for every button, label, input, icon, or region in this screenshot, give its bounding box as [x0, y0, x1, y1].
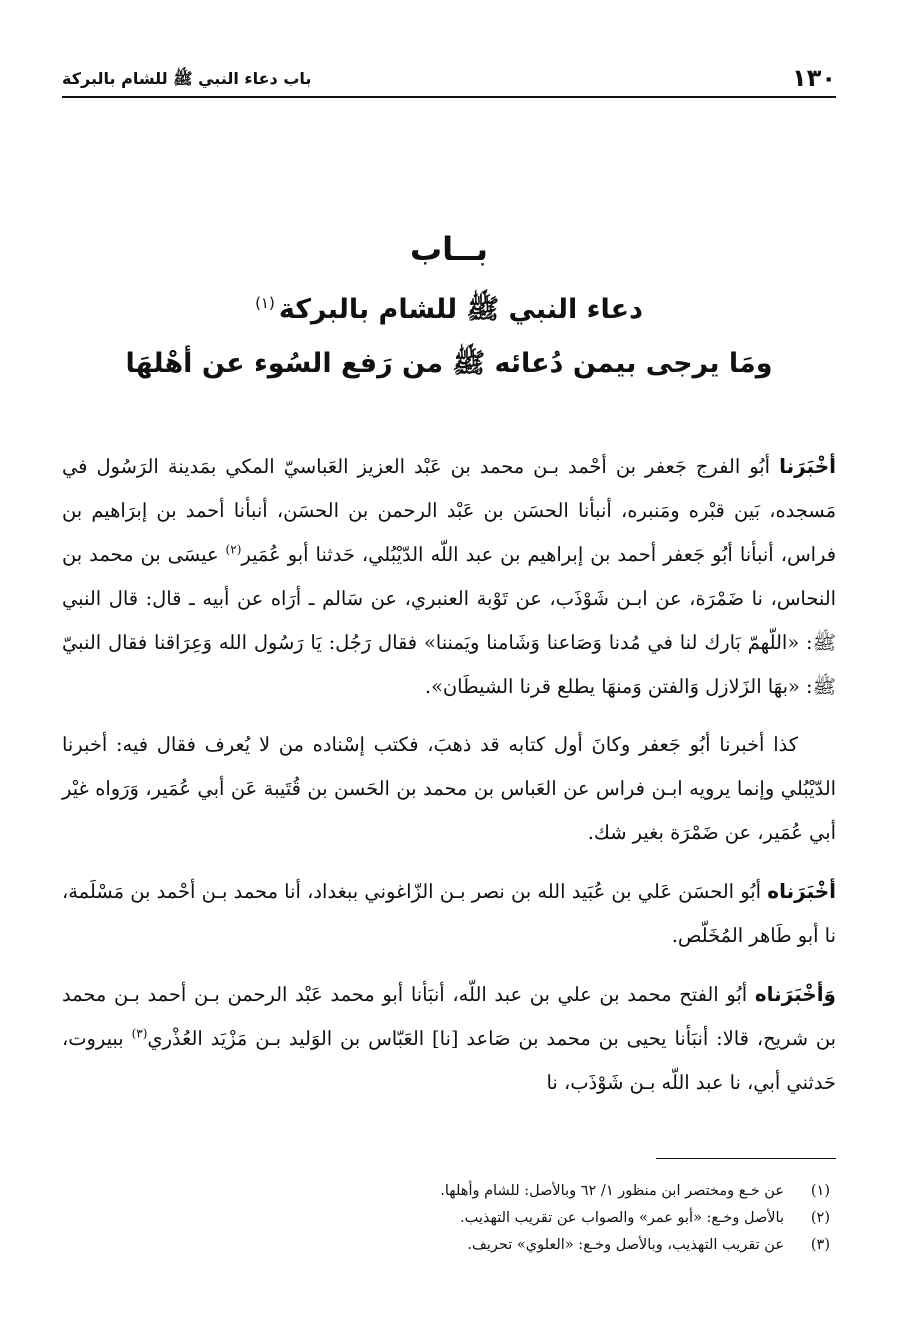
- chapter-label: بــاب: [409, 230, 489, 268]
- paragraph-4-lead: وَأخْبَرَناه: [754, 982, 836, 1006]
- footnote-number: (١): [810, 1183, 830, 1199]
- footnote-text: عن خـع ومختصر ابن منظور ١/ ٦٢ وبالأصل: للشام وأهلها.: [440, 1183, 784, 1199]
- paragraph-1-lead: أخْبَرَنا: [779, 454, 836, 478]
- page-number: ١٣٠: [792, 64, 836, 92]
- chapter-title-line-1-text: دعاء النبي ﷺ للشام بالبركة: [278, 294, 643, 325]
- running-header: [62, 62, 836, 98]
- footnote-number: (٣): [810, 1237, 830, 1253]
- footnote-ref-1: (١): [255, 294, 275, 312]
- footnote-ref-2: (٢): [225, 542, 242, 557]
- paragraph-1-text-a: أبُو الفرج جَعفر بن أحْمد بـن محمد بن عَبْد العزيز العَباسيّ المكي بمَدينة الرَسُول في مَسجده، بَين قبْره ومَنبره، أنبأنا الحسَن بن عَبْد الرحمن بن الحسَن، أنبأنا أحمد بن إبرَاهيم بن فراس، أنبأنا أبُو جَعفر أحمد بن إبراهيم بن عبد اللّه الدّيْبُلي، حَدثنا أبو عُمَير: [62, 455, 836, 566]
- footnote-text: بالأصل وخـع: «أبو عمر» والصواب عن تقريب التهذيب.: [460, 1210, 784, 1226]
- paragraph-4: [62, 972, 836, 1105]
- paragraph-2: [62, 723, 836, 855]
- chapter-heading: [62, 222, 836, 391]
- chapter-title-line-1: [62, 276, 836, 337]
- paragraph-3: [62, 869, 836, 958]
- body-text: [62, 444, 836, 1119]
- paragraph-4-text-b: ببيروت، حَدثني أبي، نا عبد اللّه بـن شَوْذَب، نا: [62, 1027, 836, 1094]
- running-title: باب دعاء النبي ﷺ للشام بالبركة: [62, 69, 312, 88]
- paragraph-3-lead: أخْبَرَناه: [767, 879, 836, 903]
- paragraph-4-text-a: أبُو الفتح محمد بن علي بن عبد اللّه، أنبَأنا أبو محمد عَبْد الرحمن بـن أحمد بـن محمد بن شريح، قالا: أنبَأنا يحيى بن محمد بن صَاعد [نا] العَبّاس بن الوَليد بـن مَزْيَد العُذْري: [62, 983, 836, 1050]
- paragraph-1: [62, 444, 836, 709]
- footnote-number: (٢): [810, 1210, 830, 1226]
- paragraph-3-text: أبُو الحسَن عَلي بن عُبَيد الله بن نصر بـن الزّاغوني ببغداد، أنا محمد بـن أحْمد بن مَسْلَمة، نا أبو طَاهر المُخَلّص.: [62, 880, 836, 947]
- paragraph-2-text: كذا أخبرنا أبُو جَعفر وكانَ أول كتابه قد ذهبَ، فكتب إسْناده من لا يُعرف فقال فيه: أخبرنا الدّيْبُلي وإنما يرويه ابـن فراس عن العَباس بن محمد بن الحَسن بن قُتَيبة عَن أبي عُمَير، وَرَواه غيْر أبي عُمَير، عن ضَمْرَة بغير شك.: [62, 733, 836, 844]
- footnote-item: [62, 1178, 836, 1205]
- chapter-title-line-2: ومَا يرجى بيمن دُعائه ﷺ من رَفع السُوء عن أهْلهَا: [125, 348, 773, 379]
- footnotes: [62, 1178, 836, 1259]
- footnote-ref-3: (٣): [131, 1026, 148, 1041]
- footnote-divider: [656, 1158, 836, 1159]
- footnote-item: [62, 1205, 836, 1232]
- footnote-item: [62, 1232, 836, 1259]
- paragraph-1-text-b: عيسَى بن محمد بن النحاس، نا ضَمْرَة، عن ابـن شَوْذَب، عن تَوْبة العنبري، عن سَالم ـ أرَاه عن أبيه ـ قال: قال النبي ﷺ: «اللّهمّ بَارك لنا في مُدنا وَصَاعنا وَشَامنا ويَمننا» فقال رَجُل: يَا رَسُول الله وَعِرَاقنا فقال النبيّ ﷺ: «بهَا الزَلازل وَالفتن وَمنهَا يطلع قرنا الشيطَان».: [62, 543, 836, 698]
- footnote-text: عن تقريب التهذيب، وبالأصل وخـع: «العلوي» تحريف.: [467, 1237, 784, 1253]
